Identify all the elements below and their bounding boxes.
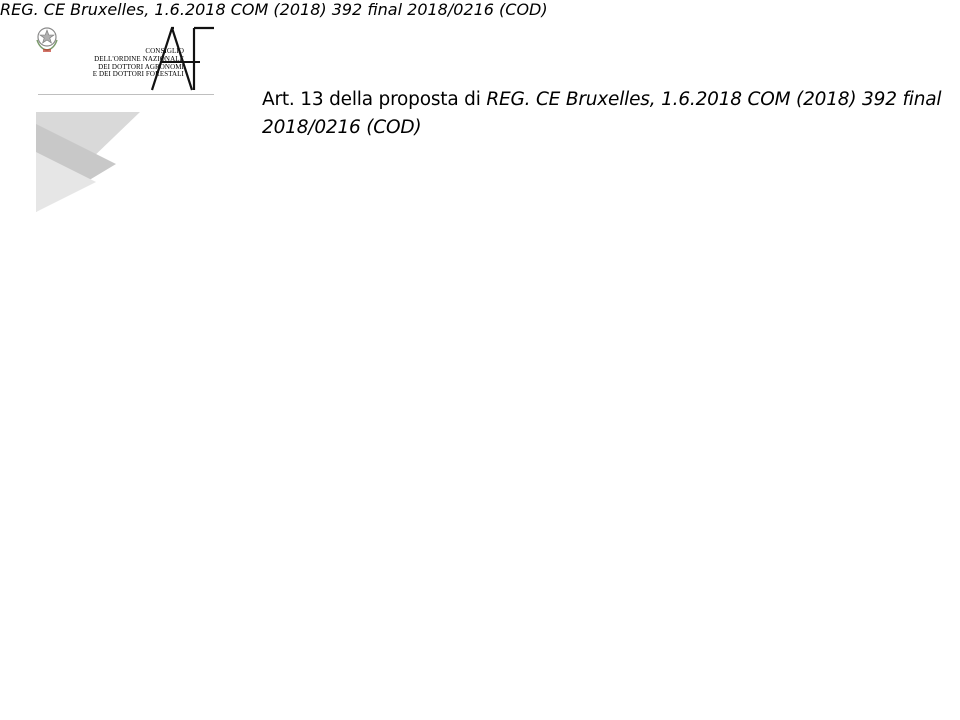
org-line: DEI DOTTORI AGRONOMI bbox=[98, 62, 184, 71]
title-prefix: Art. 13 della proposta di bbox=[262, 89, 487, 110]
chevron-decoration bbox=[36, 112, 140, 212]
logo-divider bbox=[38, 94, 214, 95]
title-regulation: REG. CE Bruxelles, 1.6.2018 COM (2018) 392 final 2018/0216 (COD) bbox=[262, 89, 942, 138]
italian-republic-emblem-icon bbox=[34, 24, 60, 54]
org-line: E DEI DOTTORI FORESTALI bbox=[92, 70, 184, 79]
org-line: DELL'ORDINE NAZIONALE bbox=[94, 54, 184, 63]
af-monogram-logo bbox=[150, 26, 216, 92]
title-regulation: REG. CE Bruxelles, 1.6.2018 COM (2018) 392 final 2018/0216 (COD) bbox=[0, 0, 548, 19]
slide-title bbox=[262, 86, 942, 142]
org-line: CONSIGLIO bbox=[145, 47, 184, 55]
